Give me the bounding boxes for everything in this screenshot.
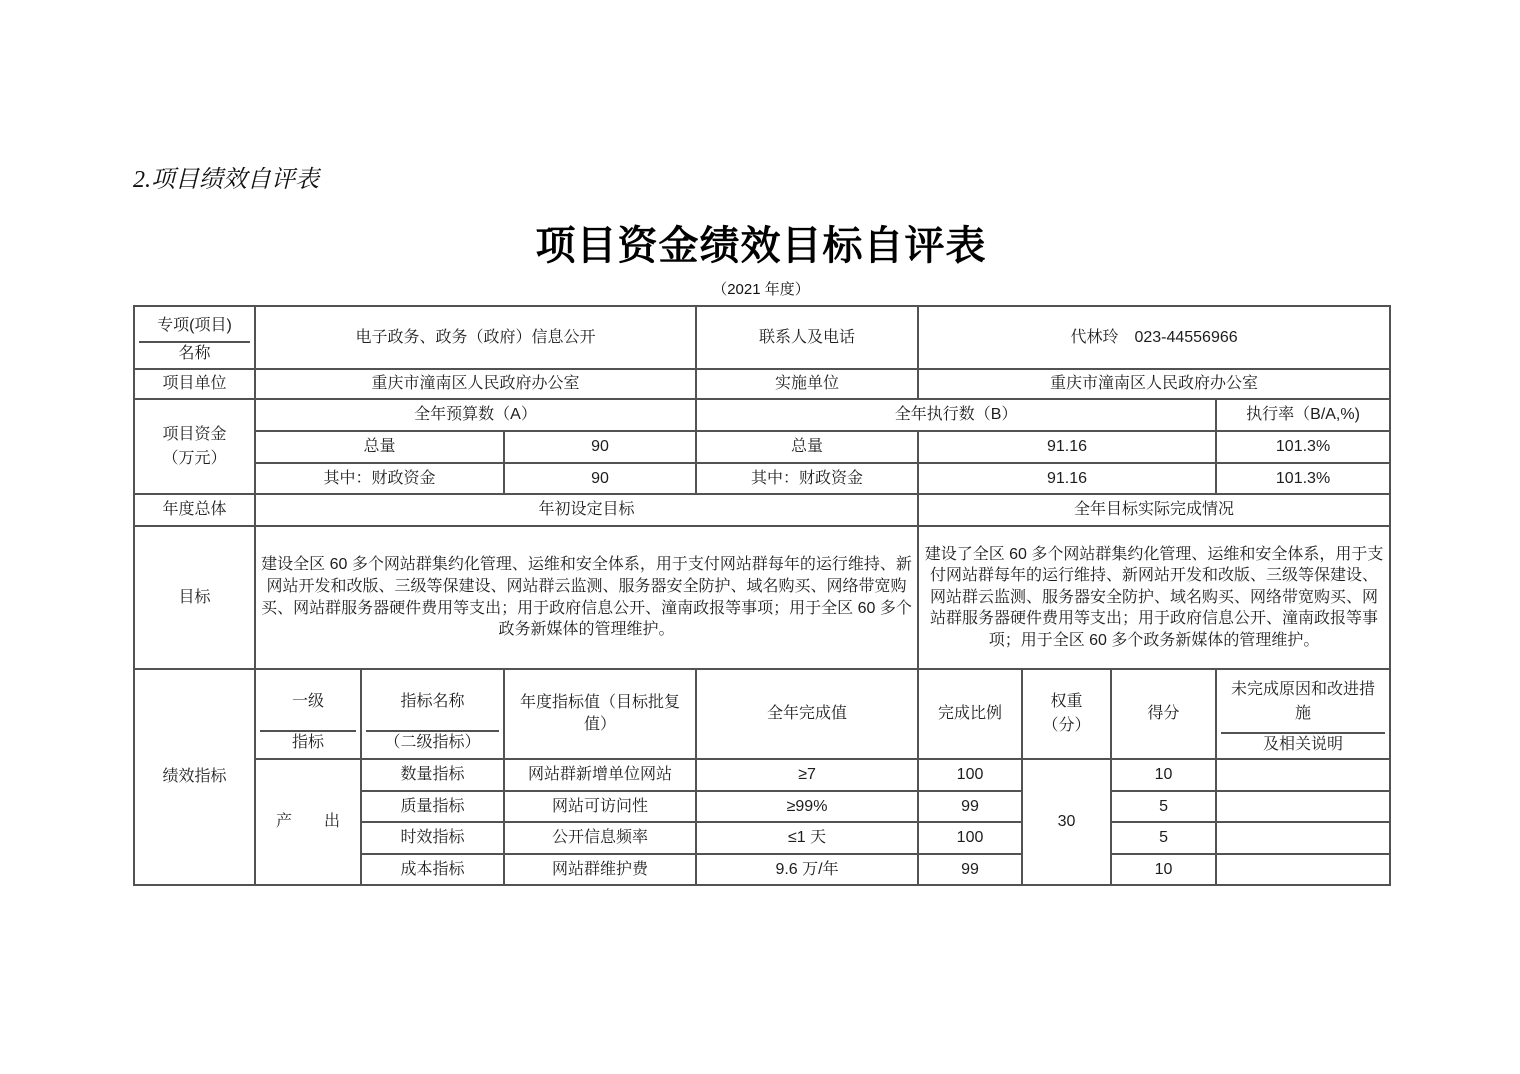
- contact-label: 联系人及电话: [696, 306, 918, 369]
- uncompleted-reason-header-line1: 未完成原因和改进措施: [1221, 673, 1385, 734]
- indicator-note: [1216, 791, 1390, 822]
- goal-actual-header: 全年目标实际完成情况: [918, 494, 1390, 526]
- indicator-type: 质量指标: [361, 791, 504, 822]
- output-category-cell: 产 出: [255, 759, 361, 885]
- indicator-name: 网站可访问性: [504, 791, 696, 822]
- weight-total-cell: 30: [1022, 759, 1111, 885]
- project-unit-label: 项目单位: [134, 369, 255, 399]
- section-heading: 2.项目绩效自评表: [133, 167, 319, 193]
- indicator-value: 99: [918, 791, 1022, 822]
- execution-header: 全年执行数（B）: [696, 399, 1216, 431]
- level1-indicator-header-cell: [255, 669, 361, 759]
- weight-header-cell: [1022, 669, 1111, 759]
- goal-set-header: 年初设定目标: [255, 494, 918, 526]
- indicator-target: ≥7: [696, 759, 918, 791]
- budget-fiscal-value: 90: [504, 463, 696, 494]
- indicator-value: 100: [918, 759, 1022, 791]
- indicator-target: ≥99%: [696, 791, 918, 822]
- indicator-score: 5: [1111, 822, 1216, 854]
- execution-rate-header: 执行率（B/A,%): [1216, 399, 1390, 431]
- indicator-score: 10: [1111, 854, 1216, 885]
- annual-goal-label-top: 年度总体: [134, 494, 255, 526]
- indicator-name-header-cell: [361, 669, 504, 759]
- level1-indicator-header-line2: 指标: [291, 733, 324, 751]
- indicator-note: [1216, 822, 1390, 854]
- indicator-target: ≤1 天: [696, 822, 918, 854]
- project-unit-value: 重庆市潼南区人民政府办公室: [255, 369, 696, 399]
- implementing-unit-value: 重庆市潼南区人民政府办公室: [918, 369, 1390, 399]
- indicator-type: 成本指标: [361, 854, 504, 885]
- indicator-target: 9.6 万/年: [696, 854, 918, 885]
- indicator-name-header-line1: 指标名称: [366, 675, 499, 732]
- indicator-name-header-line2: （二级指标）: [384, 733, 481, 751]
- indicator-score: 10: [1111, 759, 1216, 791]
- budget-header: 全年预算数（A）: [255, 399, 696, 431]
- indicator-score: 5: [1111, 791, 1216, 822]
- performance-indicator-label: 绩效指标: [134, 669, 255, 885]
- indicator-note: [1216, 759, 1390, 791]
- execution-fiscal-label: 其中：财政资金: [696, 463, 918, 494]
- project-name-label-line1: 专项(项目): [139, 311, 250, 343]
- budget-total-label: 总量: [255, 431, 504, 463]
- execution-total-value: 91.16: [918, 431, 1216, 463]
- budget-total-value: 90: [504, 431, 696, 463]
- indicator-value: 99: [918, 854, 1022, 885]
- self-evaluation-table: [133, 305, 1391, 886]
- project-name-label-line2: 名称: [178, 344, 211, 362]
- execution-total-label: 总量: [696, 431, 918, 463]
- implementing-unit-label: 实施单位: [696, 369, 918, 399]
- document-title: 项目资金绩效目标自评表: [535, 223, 987, 268]
- annual-completed-value-header: 全年完成值: [696, 669, 918, 759]
- completion-ratio-header: 完成比例: [918, 669, 1022, 759]
- project-name-label-cell: [134, 306, 255, 369]
- budget-fiscal-label: 其中：财政资金: [255, 463, 504, 494]
- level1-indicator-header-line1: 一级: [260, 675, 356, 732]
- indicator-type: 时效指标: [361, 822, 504, 854]
- project-funds-label-line1: 项目资金: [162, 425, 227, 443]
- weight-header-line2: （分）: [1042, 717, 1091, 734]
- execution-fiscal-value: 91.16: [918, 463, 1216, 494]
- indicator-name: 网站群新增单位网站: [504, 759, 696, 791]
- indicator-name: 网站群维护费: [504, 854, 696, 885]
- indicator-note: [1216, 854, 1390, 885]
- project-funds-label-cell: [134, 399, 255, 494]
- execution-rate-total: 101.3%: [1216, 431, 1390, 463]
- indicator-value: 100: [918, 822, 1022, 854]
- project-name-value: 电子政务、政务（政府）信息公开: [255, 306, 696, 369]
- uncompleted-reason-header-line2: 及相关说明: [1263, 735, 1344, 753]
- document-year-subtitle: （2021 年度）: [712, 281, 810, 298]
- execution-rate-fiscal: 101.3%: [1216, 463, 1390, 494]
- score-header: 得分: [1111, 669, 1216, 759]
- uncompleted-reason-header-cell: [1216, 669, 1390, 759]
- contact-value: 代林玲 023-44556966: [918, 306, 1390, 369]
- indicator-name: 公开信息频率: [504, 822, 696, 854]
- annual-target-value-header: 年度指标值（目标批复值）: [504, 669, 696, 759]
- project-funds-label-line2: （万元）: [162, 449, 227, 467]
- document-page: [133, 0, 1389, 886]
- indicator-type: 数量指标: [361, 759, 504, 791]
- weight-header-line1: 权重: [1050, 693, 1083, 710]
- goal-set-text: 建设全区 60 多个网站群集约化管理、运维和安全体系，用于支付网站群每年的运行维持、新网站开发和改版、三级等保建设、网站群云监测、服务器安全防护、域名购买、网络带宽购买、网站群服务器硬件费用等支出；用于政府信息公开、潼南政报等事项；用于全区 60 多个政务新媒体的管理维护。: [255, 526, 918, 669]
- annual-goal-label-bottom: 目标: [134, 526, 255, 669]
- goal-actual-text: 建设了全区 60 多个网站群集约化管理、运维和安全体系，用于支付网站群每年的运行维持、新网站开发和改版、三级等保建设、网站群云监测、服务器安全防护、域名购买、网络带宽购买、网站群服务器硬件费用等支出；用于政府信息公开、潼南政报等事项；用于全区 60 多个政务新媒体的管理维护。: [918, 526, 1390, 669]
